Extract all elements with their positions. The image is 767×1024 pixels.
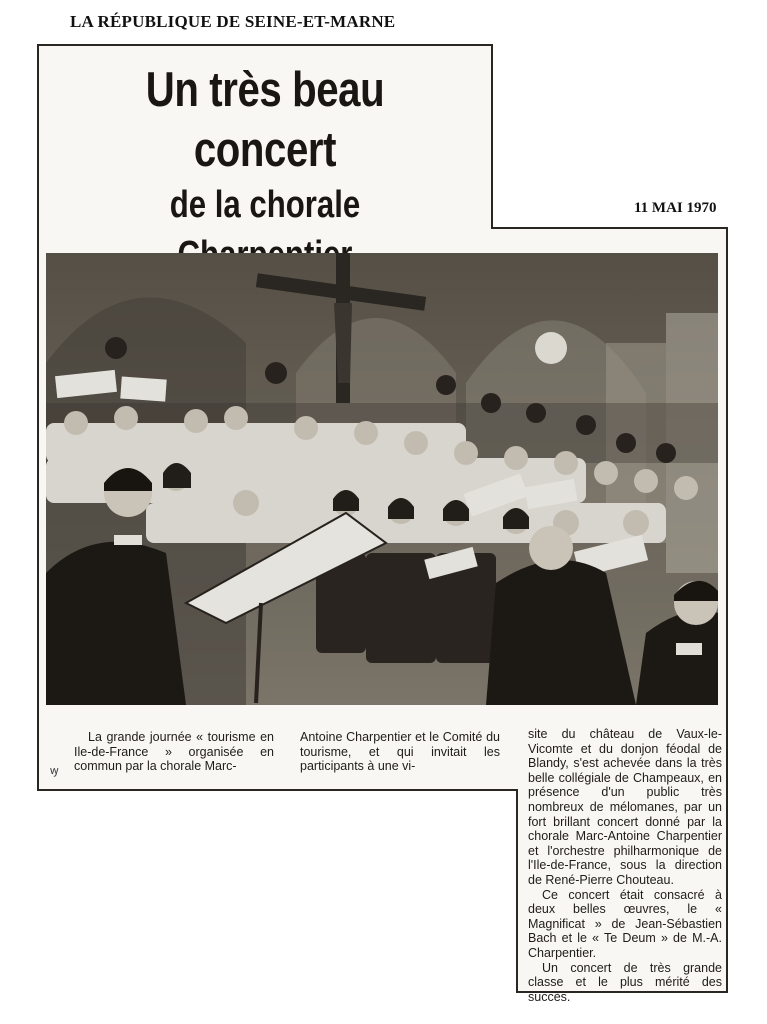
article-paragraph: Un concert de très grande classe et le plus mérité des succès. [528, 960, 722, 1004]
article-column-1 [74, 730, 274, 774]
article-paragraph: La grande journée « tourisme en Ile-de-France » organisée en commun par la chorale Marc- [74, 730, 274, 774]
article-column-2 [300, 730, 500, 774]
article-paragraph: Ce concert était consacré à deux belles œuvres, le « Magnificat » de Jean-Sébastien Bach et le « Te Deum » de M.-A. Charpentier. [528, 887, 722, 960]
newspaper-masthead: LA RÉPUBLIQUE DE SEINE-ET-MARNE [70, 12, 396, 31]
headline-line-2: de la chorale [169, 184, 361, 226]
article-column-3 [528, 727, 722, 1004]
choir-photo [46, 253, 718, 705]
article-paragraph: Antoine Charpentier et le Comité du tourisme, et qui invitait les participants à une vi- [300, 730, 500, 774]
headline-line-1: Un très beau concert [145, 63, 385, 177]
ink-mark-icon: ꝡ [50, 764, 59, 777]
choir-photo-illustration [46, 253, 718, 705]
article-paragraph: site du château de Vaux-le-Vicomte et du donjon féodal de Blandy, s'est achevée dans la très belle collégiale de Champeaux, en présence d'un public très nombreux de mélomanes, par un fort brillant concert donné par la chorale Marc-Antoine Charpentier et l'orchestre philharmonique de l'Ile-de-France, sous la direction de René-Pierre Chouteau. [528, 727, 722, 887]
publication-date: 11 MAI 1970 [634, 200, 717, 216]
